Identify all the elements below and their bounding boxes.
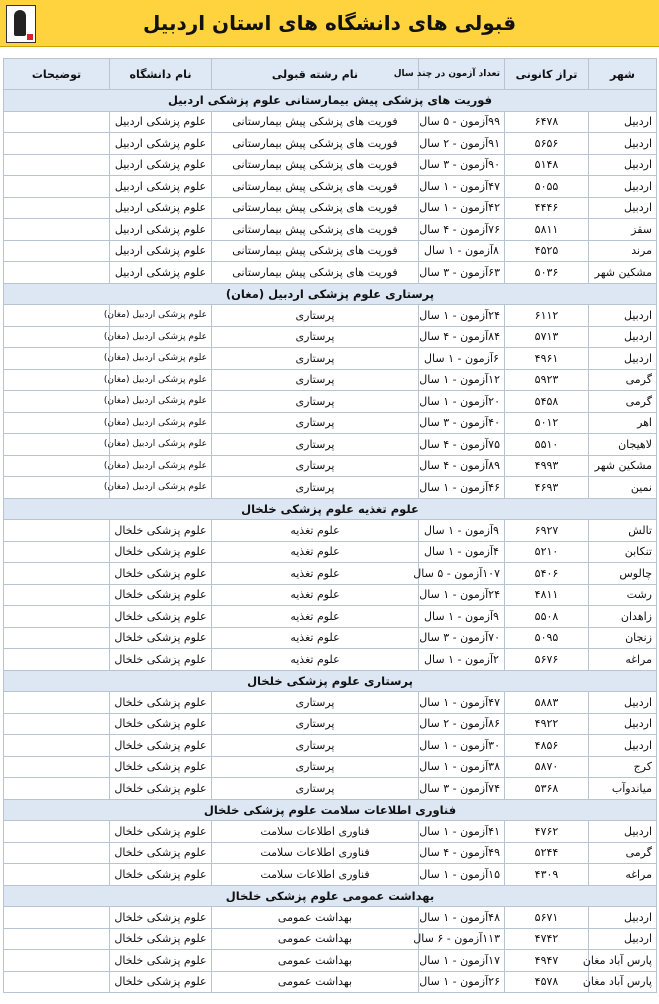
exams-cell: ۹۰آزمون - ۳ سال <box>419 154 505 176</box>
score-cell: ۴۹۲۲ <box>505 713 589 735</box>
table-row <box>4 176 657 198</box>
city-cell: مرند <box>589 240 657 262</box>
city-cell: اردبیل <box>589 821 657 843</box>
score-cell: ۴۹۶۱ <box>505 348 589 370</box>
score-cell: ۴۶۹۳ <box>505 477 589 499</box>
city-cell: اردبیل <box>589 305 657 327</box>
field-cell: پرستاری <box>212 412 419 434</box>
table-row <box>4 326 657 348</box>
university-cell: علوم پزشکی خلخال <box>110 971 212 993</box>
table-row <box>4 907 657 929</box>
score-cell: ۵۳۶۸ <box>505 778 589 800</box>
exams-cell: ۶آزمون - ۱ سال <box>419 348 505 370</box>
exams-cell: ۴۷آزمون - ۱ سال <box>419 176 505 198</box>
notes-cell <box>4 842 110 864</box>
score-cell: ۵۹۲۳ <box>505 369 589 391</box>
score-cell: ۴۷۶۲ <box>505 821 589 843</box>
city-cell: کرج <box>589 756 657 778</box>
score-cell: ۵۱۴۸ <box>505 154 589 176</box>
table-row <box>4 111 657 133</box>
exams-cell: ۹۱آزمون - ۲ سال <box>419 133 505 155</box>
score-cell: ۵۴۵۸ <box>505 391 589 413</box>
notes-cell <box>4 240 110 262</box>
score-cell: ۵۰۳۶ <box>505 262 589 284</box>
city-cell: اردبیل <box>589 326 657 348</box>
notes-cell <box>4 735 110 757</box>
table-row <box>4 842 657 864</box>
score-cell: ۴۴۴۶ <box>505 197 589 219</box>
university-cell: علوم پزشکی خلخال <box>110 735 212 757</box>
city-cell: نمین <box>589 477 657 499</box>
city-cell: رشت <box>589 584 657 606</box>
table-row <box>4 477 657 499</box>
notes-cell <box>4 563 110 585</box>
field-cell: پرستاری <box>212 713 419 735</box>
section-header-row <box>4 670 657 692</box>
score-cell: ۵۶۵۶ <box>505 133 589 155</box>
university-cell: علوم پزشکی اردبیل (مغان) <box>110 477 212 499</box>
notes-cell <box>4 412 110 434</box>
field-cell: بهداشت عمومی <box>212 907 419 929</box>
city-cell: اردبیل <box>589 197 657 219</box>
exams-cell: ۱۵آزمون - ۱ سال <box>419 864 505 886</box>
city-cell: مراغه <box>589 864 657 886</box>
exams-cell: ۲آزمون - ۱ سال <box>419 649 505 671</box>
score-cell: ۵۸۸۳ <box>505 692 589 714</box>
score-cell: ۴۸۱۱ <box>505 584 589 606</box>
university-cell: علوم پزشکی خلخال <box>110 692 212 714</box>
city-cell: زنجان <box>589 627 657 649</box>
exams-cell: ۲۰آزمون - ۱ سال <box>419 391 505 413</box>
score-cell: ۶۴۷۸ <box>505 111 589 133</box>
exams-cell: ۱۷آزمون - ۱ سال <box>419 950 505 972</box>
exams-cell: ۴آزمون - ۱ سال <box>419 541 505 563</box>
notes-cell <box>4 434 110 456</box>
field-cell: علوم تغذیه <box>212 649 419 671</box>
notes-cell <box>4 219 110 241</box>
city-cell: اردبیل <box>589 176 657 198</box>
exams-cell: ۳۸آزمون - ۱ سال <box>419 756 505 778</box>
field-cell: فناوری اطلاعات سلامت <box>212 821 419 843</box>
university-cell: علوم پزشکی اردبیل (مغان) <box>110 434 212 456</box>
table-row <box>4 606 657 628</box>
exams-cell: ۱۰۷آزمون - ۵ سال <box>419 563 505 585</box>
field-cell: پرستاری <box>212 778 419 800</box>
section-title: فوریت های پزشکی پیش بیمارستانی علوم پزشکی اردبیل <box>4 90 657 112</box>
page-title: قبولی های دانشگاه های استان اردبیل <box>142 11 517 35</box>
table-row <box>4 541 657 563</box>
field-cell: بهداشت عمومی <box>212 950 419 972</box>
notes-cell <box>4 326 110 348</box>
field-cell: بهداشت عمومی <box>212 928 419 950</box>
city-cell: گرمی <box>589 391 657 413</box>
table-row <box>4 262 657 284</box>
field-cell: فوریت های پزشکی پیش بیمارستانی <box>212 133 419 155</box>
city-cell: اردبیل <box>589 735 657 757</box>
notes-cell <box>4 864 110 886</box>
notes-cell <box>4 369 110 391</box>
table-row <box>4 520 657 542</box>
city-cell: اردبیل <box>589 133 657 155</box>
field-cell: علوم تغذیه <box>212 627 419 649</box>
table-row <box>4 950 657 972</box>
exams-cell: ۸۶آزمون - ۲ سال <box>419 713 505 735</box>
city-cell: اردبیل <box>589 713 657 735</box>
exams-cell: ۴۱آزمون - ۱ سال <box>419 821 505 843</box>
notes-cell <box>4 348 110 370</box>
notes-cell <box>4 305 110 327</box>
university-cell: علوم پزشکی اردبیل <box>110 262 212 284</box>
score-cell: ۵۲۱۰ <box>505 541 589 563</box>
field-cell: علوم تغذیه <box>212 563 419 585</box>
notes-cell <box>4 907 110 929</box>
header-score: تراز کانونی <box>505 59 589 90</box>
university-cell: علوم پزشکی خلخال <box>110 563 212 585</box>
score-cell: ۵۴۰۶ <box>505 563 589 585</box>
field-cell: پرستاری <box>212 305 419 327</box>
university-cell: علوم پزشکی خلخال <box>110 778 212 800</box>
field-cell: فناوری اطلاعات سلامت <box>212 864 419 886</box>
section-header-row <box>4 283 657 305</box>
notes-cell <box>4 928 110 950</box>
table-row <box>4 778 657 800</box>
notes-cell <box>4 455 110 477</box>
university-cell: علوم پزشکی اردبیل (مغان) <box>110 348 212 370</box>
exams-cell: ۳۰آزمون - ۱ سال <box>419 735 505 757</box>
city-cell: گرمی <box>589 369 657 391</box>
notes-cell <box>4 391 110 413</box>
field-cell: پرستاری <box>212 326 419 348</box>
table-row <box>4 219 657 241</box>
score-cell: ۵۰۹۵ <box>505 627 589 649</box>
city-cell: اردبیل <box>589 928 657 950</box>
field-cell: فوریت های پزشکی پیش بیمارستانی <box>212 262 419 284</box>
score-cell: ۵۰۵۵ <box>505 176 589 198</box>
notes-cell <box>4 584 110 606</box>
university-cell: علوم پزشکی خلخال <box>110 649 212 671</box>
score-cell: ۶۱۱۲ <box>505 305 589 327</box>
table-row <box>4 434 657 456</box>
university-cell: علوم پزشکی خلخال <box>110 713 212 735</box>
exams-cell: ۹آزمون - ۱ سال <box>419 520 505 542</box>
exams-cell: ۲۴آزمون - ۱ سال <box>419 584 505 606</box>
section-title: علوم تغذیه علوم پزشکی خلخال <box>4 498 657 520</box>
notes-cell <box>4 950 110 972</box>
university-cell: علوم پزشکی خلخال <box>110 756 212 778</box>
notes-cell <box>4 649 110 671</box>
city-cell: سقز <box>589 219 657 241</box>
field-cell: پرستاری <box>212 477 419 499</box>
score-cell: ۵۶۷۶ <box>505 649 589 671</box>
notes-cell <box>4 176 110 198</box>
table-row <box>4 928 657 950</box>
field-cell: پرستاری <box>212 455 419 477</box>
header-exams: تعداد آزمون در چند سال <box>419 59 505 90</box>
exams-cell: ۸۹آزمون - ۴ سال <box>419 455 505 477</box>
exams-cell: ۷۵آزمون - ۴ سال <box>419 434 505 456</box>
notes-cell <box>4 778 110 800</box>
score-cell: ۵۰۱۲ <box>505 412 589 434</box>
notes-cell <box>4 692 110 714</box>
score-cell: ۵۸۷۰ <box>505 756 589 778</box>
university-cell: علوم پزشکی خلخال <box>110 520 212 542</box>
table-row <box>4 692 657 714</box>
table-row <box>4 627 657 649</box>
exams-cell: ۷۶آزمون - ۴ سال <box>419 219 505 241</box>
city-cell: تالش <box>589 520 657 542</box>
score-cell: ۴۵۷۸ <box>505 971 589 993</box>
notes-cell <box>4 154 110 176</box>
university-cell: علوم پزشکی اردبیل <box>110 197 212 219</box>
notes-cell <box>4 713 110 735</box>
table-row <box>4 584 657 606</box>
table-row <box>4 455 657 477</box>
field-cell: بهداشت عمومی <box>212 971 419 993</box>
field-cell: فوریت های پزشکی پیش بیمارستانی <box>212 176 419 198</box>
notes-cell <box>4 111 110 133</box>
field-cell: علوم تغذیه <box>212 520 419 542</box>
university-cell: علوم پزشکی اردبیل <box>110 219 212 241</box>
university-cell: علوم پزشکی اردبیل <box>110 176 212 198</box>
table-row <box>4 756 657 778</box>
score-cell: ۴۹۴۷ <box>505 950 589 972</box>
score-cell: ۶۹۲۷ <box>505 520 589 542</box>
header-row <box>4 59 657 90</box>
section-header-row <box>4 799 657 821</box>
city-cell: اردبیل <box>589 111 657 133</box>
score-cell: ۵۵۰۸ <box>505 606 589 628</box>
score-cell: ۵۲۴۴ <box>505 842 589 864</box>
city-cell: اردبیل <box>589 348 657 370</box>
section-header-row <box>4 885 657 907</box>
section-header-row <box>4 90 657 112</box>
notes-cell <box>4 197 110 219</box>
city-cell: اردبیل <box>589 907 657 929</box>
city-cell: پارس آباد مغان <box>589 971 657 993</box>
field-cell: پرستاری <box>212 369 419 391</box>
university-cell: علوم پزشکی اردبیل (مغان) <box>110 391 212 413</box>
university-cell: علوم پزشکی خلخال <box>110 928 212 950</box>
table-row <box>4 197 657 219</box>
score-cell: ۴۷۴۲ <box>505 928 589 950</box>
university-cell: علوم پزشکی خلخال <box>110 950 212 972</box>
exams-cell: ۴۹آزمون - ۴ سال <box>419 842 505 864</box>
table-row <box>4 735 657 757</box>
university-cell: علوم پزشکی خلخال <box>110 907 212 929</box>
university-cell: علوم پزشکی خلخال <box>110 842 212 864</box>
notes-cell <box>4 541 110 563</box>
exams-cell: ۱۱۳آزمون - ۶ سال <box>419 928 505 950</box>
university-cell: علوم پزشکی خلخال <box>110 606 212 628</box>
section-title: پرستاری علوم پزشکی خلخال <box>4 670 657 692</box>
exams-cell: ۸۴آزمون - ۴ سال <box>419 326 505 348</box>
table-row <box>4 821 657 843</box>
city-cell: اهر <box>589 412 657 434</box>
score-cell: ۵۸۱۱ <box>505 219 589 241</box>
exams-cell: ۹۹آزمون - ۵ سال <box>419 111 505 133</box>
field-cell: پرستاری <box>212 434 419 456</box>
field-cell: فوریت های پزشکی پیش بیمارستانی <box>212 111 419 133</box>
table-row <box>4 412 657 434</box>
score-cell: ۴۳۰۹ <box>505 864 589 886</box>
exams-cell: ۶۳آزمون - ۳ سال <box>419 262 505 284</box>
university-cell: علوم پزشکی اردبیل <box>110 111 212 133</box>
city-cell: چالوس <box>589 563 657 585</box>
field-cell: پرستاری <box>212 391 419 413</box>
field-cell: پرستاری <box>212 756 419 778</box>
header-notes: توضیحات <box>4 59 110 90</box>
table-body <box>4 90 657 993</box>
header-university: نام دانشگاه <box>110 59 212 90</box>
table-row <box>4 154 657 176</box>
notes-cell <box>4 756 110 778</box>
notes-cell <box>4 627 110 649</box>
field-cell: پرستاری <box>212 348 419 370</box>
notes-cell <box>4 477 110 499</box>
exams-cell: ۹آزمون - ۱ سال <box>419 606 505 628</box>
section-title: پرستاری علوم پزشکی اردبیل (مغان) <box>4 283 657 305</box>
exams-cell: ۱۲آزمون - ۱ سال <box>419 369 505 391</box>
field-cell: فوریت های پزشکی پیش بیمارستانی <box>212 219 419 241</box>
exams-cell: ۲۴آزمون - ۱ سال <box>419 305 505 327</box>
notes-cell <box>4 971 110 993</box>
university-cell: علوم پزشکی اردبیل <box>110 154 212 176</box>
section-title: بهداشت عمومی علوم پزشکی خلخال <box>4 885 657 907</box>
city-cell: زاهدان <box>589 606 657 628</box>
exams-cell: ۸آزمون - ۱ سال <box>419 240 505 262</box>
city-cell: لاهیجان <box>589 434 657 456</box>
table-row <box>4 971 657 993</box>
notes-cell <box>4 821 110 843</box>
university-cell: علوم پزشکی خلخال <box>110 864 212 886</box>
university-cell: علوم پزشکی اردبیل (مغان) <box>110 455 212 477</box>
city-cell: مراغه <box>589 649 657 671</box>
score-cell: ۴۵۲۵ <box>505 240 589 262</box>
university-cell: علوم پزشکی اردبیل <box>110 240 212 262</box>
field-cell: علوم تغذیه <box>212 606 419 628</box>
city-cell: اردبیل <box>589 692 657 714</box>
city-cell: مشکین شهر <box>589 262 657 284</box>
notes-cell <box>4 262 110 284</box>
university-cell: علوم پزشکی اردبیل (مغان) <box>110 369 212 391</box>
field-cell: فناوری اطلاعات سلامت <box>212 842 419 864</box>
exams-cell: ۴۲آزمون - ۱ سال <box>419 197 505 219</box>
exams-cell: ۴۰آزمون - ۳ سال <box>419 412 505 434</box>
table-row <box>4 348 657 370</box>
field-cell: علوم تغذیه <box>212 541 419 563</box>
university-cell: علوم پزشکی اردبیل (مغان) <box>110 412 212 434</box>
university-cell: علوم پزشکی اردبیل (مغان) <box>110 305 212 327</box>
table-row <box>4 305 657 327</box>
city-cell: میاندوآب <box>589 778 657 800</box>
table-row <box>4 240 657 262</box>
university-cell: علوم پزشکی خلخال <box>110 541 212 563</box>
exams-cell: ۴۸آزمون - ۱ سال <box>419 907 505 929</box>
university-cell: علوم پزشکی خلخال <box>110 821 212 843</box>
header-field: نام رشته قبولی <box>212 59 419 90</box>
university-cell: علوم پزشکی خلخال <box>110 627 212 649</box>
table-row <box>4 369 657 391</box>
score-cell: ۴۹۹۳ <box>505 455 589 477</box>
city-cell: گرمی <box>589 842 657 864</box>
field-cell: علوم تغذیه <box>212 584 419 606</box>
table-row <box>4 133 657 155</box>
table-row <box>4 563 657 585</box>
field-cell: فوریت های پزشکی پیش بیمارستانی <box>212 154 419 176</box>
university-cell: علوم پزشکی خلخال <box>110 584 212 606</box>
notes-cell <box>4 133 110 155</box>
section-header-row <box>4 498 657 520</box>
notes-cell <box>4 520 110 542</box>
field-cell: پرستاری <box>212 735 419 757</box>
table-row <box>4 649 657 671</box>
score-cell: ۵۵۱۰ <box>505 434 589 456</box>
header-city: شهر <box>589 59 657 90</box>
table-row <box>4 713 657 735</box>
city-cell: تنکابن <box>589 541 657 563</box>
field-cell: پرستاری <box>212 692 419 714</box>
exams-cell: ۲۶آزمون - ۱ سال <box>419 971 505 993</box>
field-cell: فوریت های پزشکی پیش بیمارستانی <box>212 197 419 219</box>
table-row <box>4 391 657 413</box>
score-cell: ۵۷۱۳ <box>505 326 589 348</box>
city-cell: مشکین شهر <box>589 455 657 477</box>
university-cell: علوم پزشکی اردبیل (مغان) <box>110 326 212 348</box>
exams-cell: ۴۶آزمون - ۱ سال <box>419 477 505 499</box>
exams-cell: ۷۴آزمون - ۳ سال <box>419 778 505 800</box>
score-cell: ۴۸۵۶ <box>505 735 589 757</box>
notes-cell <box>4 606 110 628</box>
city-cell: پارس آباد مغان <box>589 950 657 972</box>
exams-cell: ۴۷آزمون - ۱ سال <box>419 692 505 714</box>
university-cell: علوم پزشکی اردبیل <box>110 133 212 155</box>
table-row <box>4 864 657 886</box>
admissions-table <box>3 58 657 993</box>
exams-cell: ۷۰آزمون - ۳ سال <box>419 627 505 649</box>
city-cell: اردبیل <box>589 154 657 176</box>
field-cell: فوریت های پزشکی پیش بیمارستانی <box>212 240 419 262</box>
score-cell: ۵۶۷۱ <box>505 907 589 929</box>
section-title: فناوری اطلاعات سلامت علوم پزشکی خلخال <box>4 799 657 821</box>
